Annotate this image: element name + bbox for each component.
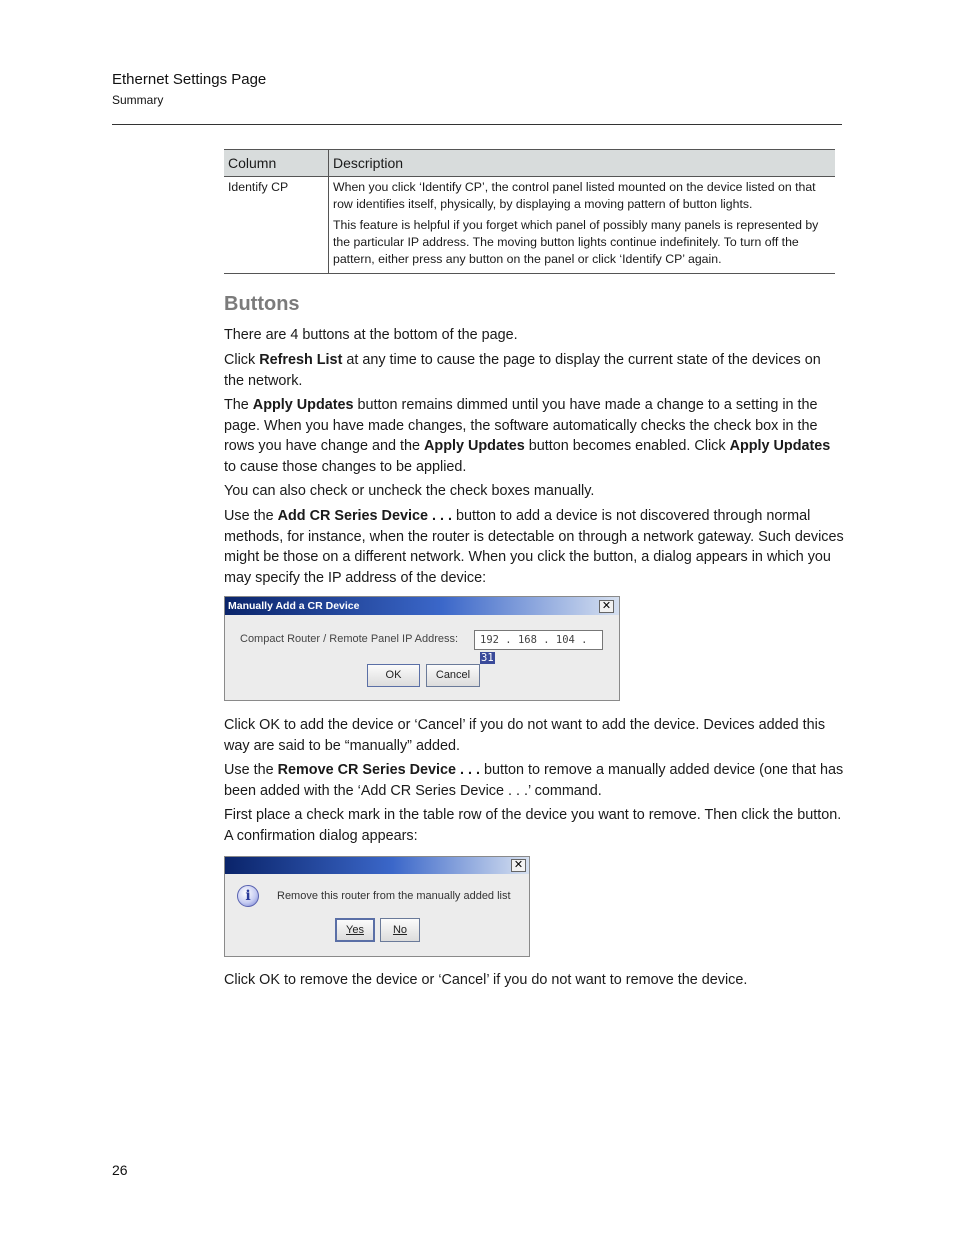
close-icon[interactable]: ✕ [511,859,526,872]
body-paragraph [224,970,844,991]
dialog-titlebar [225,597,619,615]
yes-button[interactable]: Yes [335,918,375,942]
page-number: 26 [112,1162,128,1178]
bold-term: Apply Updates [252,397,354,413]
page-header-subtitle: Summary [112,93,164,107]
paragraph-text: to cause those changes to be applied. [224,458,467,475]
body-paragraph [224,325,844,346]
table-cell-column: Identify CP [224,177,329,274]
column-description-table [224,149,835,274]
close-icon[interactable]: ✕ [599,600,614,613]
paragraph-text: button becomes enabled. Click [524,438,730,454]
ip-octet-selected: 31 [481,652,494,664]
dialog-titlebar [225,857,529,874]
bold-term: Refresh List [259,352,343,368]
paragraph-text: Use the [224,508,278,524]
description-paragraph: When you click ‘Identify CP’, the control panel listed mounted on the device listed on that row identifies itself, physically, by displaying a moving pattern of button lights. [333,180,816,211]
body-paragraph [224,715,844,756]
bold-term: Apply Updates [729,438,831,454]
body-paragraph [224,760,844,801]
description-header: Description [329,150,836,177]
bold-term: Add CR Series Device . . . [277,508,452,524]
dialog-title: Manually Add a CR Device [228,600,360,612]
cancel-button[interactable]: Cancel [426,664,480,687]
ip-address-label: Compact Router / Remote Panel IP Address: [240,633,459,645]
paragraph-text: at any time to cause the page to display the current state of the devices on the network. [224,352,821,389]
ip-address-input[interactable]: 192 . 168 . 104 . 31 [474,630,603,650]
remove-confirm-dialog [224,856,530,957]
paragraph-text: There are 4 buttons at the bottom of the page. [224,327,518,343]
body-paragraph [224,481,844,502]
ok-button[interactable]: OK [367,664,420,687]
body-paragraph [224,506,844,588]
page-header-title: Ethernet Settings Page [112,71,267,88]
section-heading: Buttons [224,293,300,315]
header-divider [112,124,842,125]
paragraph-text: You can also check or uncheck the check boxes manually. [224,483,595,499]
body-paragraph [224,395,844,477]
paragraph-text: button to remove a manually added device (one that has been added with the ‘Add CR Series Device . . .’ command. [224,762,844,799]
paragraph-text: button remains dimmed until you have made a change to a setting in the page. When you have made changes, the software automatically checks the check box in the rows you have change and the [224,397,818,454]
dialog-message: Remove this router from the manually added list [277,890,511,902]
paragraph-text: Click OK to add the device or ‘Cancel’ if you do not want to add the device. Devices added this way are said to be “manually” added. [224,717,826,754]
paragraph-text: Click [224,352,260,368]
body-paragraph [224,805,844,846]
body-paragraph [224,350,844,391]
table-row [224,177,835,274]
paragraph-text: First place a check mark in the table row of the device you want to remove. Then click the button. A confirmation dialog appears: [224,807,842,844]
bold-term: Remove CR Series Device . . . [277,762,480,778]
paragraph-text: The [224,397,253,413]
paragraph-text: Use the [224,762,278,778]
table-cell-description [329,177,836,274]
column-header: Column [224,150,329,177]
info-icon: i [237,885,259,907]
add-device-dialog [224,596,620,701]
ip-octet: 168 [517,634,537,646]
ip-octet: 192 [480,634,499,646]
table-header-row [224,150,835,177]
bold-term: Apply Updates [424,438,525,454]
description-paragraph: This feature is helpful if you forget which panel of possibly many panels is represented by the particular IP address. The moving button lights continue indefinitely. To turn off the pattern, either press any button on the panel or click ‘Identify CP’ again. [333,218,819,266]
paragraph-text: button to add a device is not discovered through normal methods, for instance, when the router is detectable on through a network gateway. Such devices might be those on a different network. When you click the button, a dialog appears in which you may specify the IP address of the device: [224,508,844,586]
paragraph-text: Click OK to remove the device or ‘Cancel’ if you do not want to remove the device. [224,972,748,988]
ip-octet: 104 [555,634,575,646]
no-button[interactable]: No [380,918,420,942]
